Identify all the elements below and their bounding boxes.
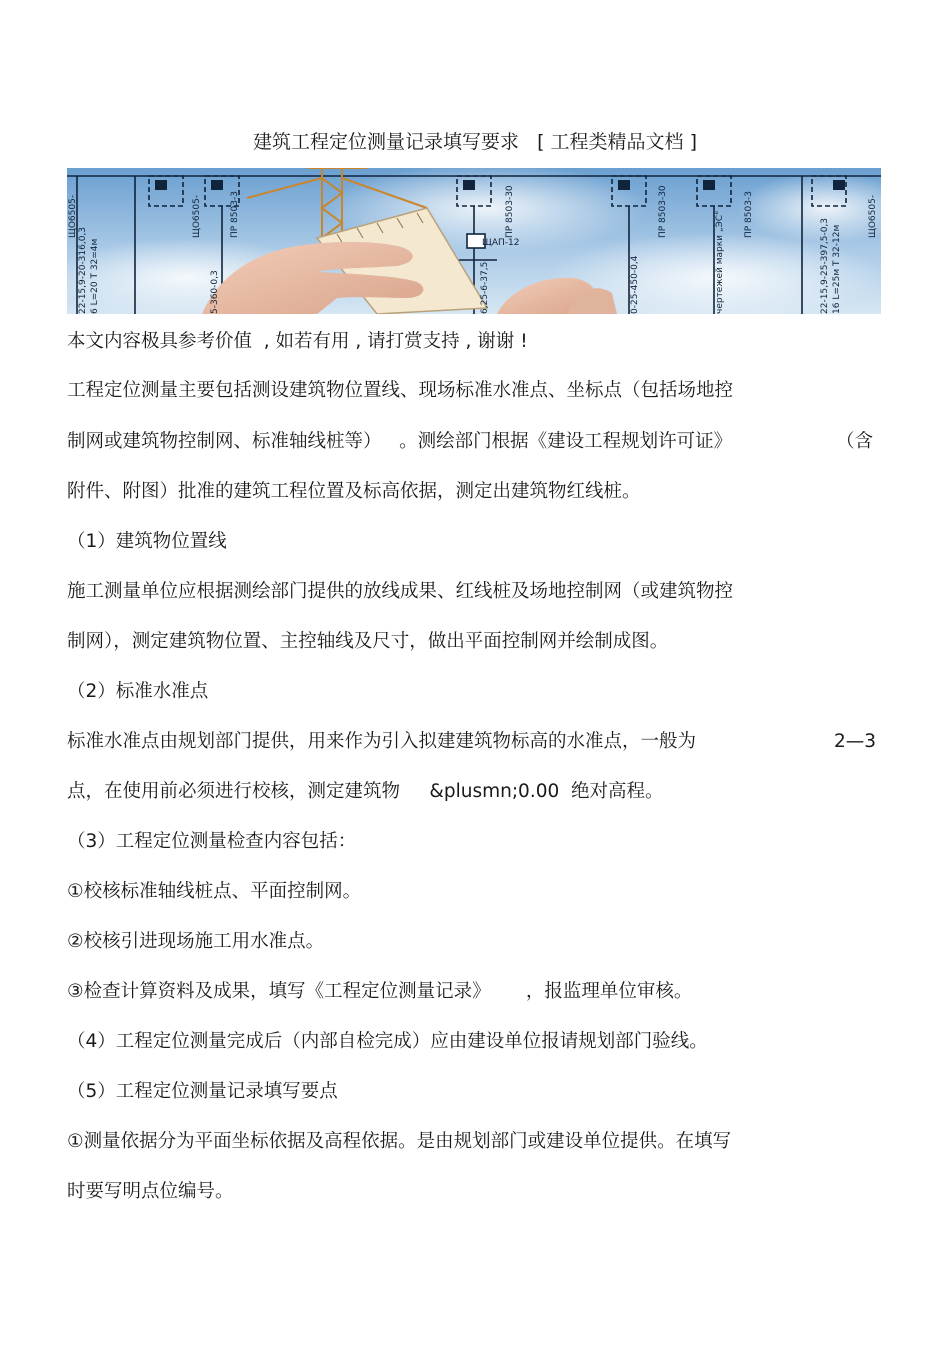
section-heading: （2）标准水准点 — [67, 681, 209, 702]
banner-label: ПР 8503-3 — [230, 191, 240, 238]
paragraph-line: 工程定位测量主要包括测设建筑物位置线、现场标准水准点、坐标点（包括场地控 — [67, 380, 734, 401]
banner-label: 6 L=20 Т 32=4м — [90, 238, 100, 314]
banner-label: 16 L=25м Т 32-12м — [832, 224, 842, 314]
banner-label: 0-25-450-0,4 — [630, 255, 640, 314]
list-item: ①测量依据分为平面坐标依据及高程依据。是由规划部门或建设单位提供。在填写 — [67, 1131, 732, 1152]
paragraph-line: 标准水准点由规划部门提供，用来作为引入拟建建筑物标高的水准点，一般为 — [67, 731, 697, 752]
paragraph-line: 施工测量单位应根据测绘部门提供的放线成果、红线桩及场地控制网（或建筑物控 — [67, 581, 734, 602]
banner-label: 22-15,9-25-397,5-0,3 — [820, 217, 830, 314]
paragraph-line: 附件、附图）批准的建筑工程位置及标高依据，测定出建筑物红线桩。 — [67, 481, 641, 502]
banner-label: ЩО6505- — [68, 194, 78, 238]
banner-label: ЩАП-12 — [482, 238, 520, 248]
section-heading: （3）工程定位测量检查内容包括： — [67, 831, 357, 852]
banner-label: ПР 8503-3 — [744, 191, 754, 238]
notice-line: 本文内容极具参考价值 , 如若有用 , 请打赏支持 , 谢谢 ! — [67, 331, 528, 352]
list-item: ①校核标准轴线桩点、平面控制网。 — [67, 881, 362, 902]
banner-label: чертежей марки „ЭС" — [715, 210, 725, 314]
list-item: ②校核引进现场施工用水准点。 — [67, 931, 325, 952]
paragraph-line: 点，在使用前必须进行校核，测定建筑物 &plusmn;0.00 绝对高程。 — [67, 781, 664, 802]
document-title: 建筑工程定位测量记录填写要求 [ 工程类精品文档 ] — [252, 131, 698, 153]
section-heading: （4）工程定位测量完成后（内部自检完成）应由建设单位报请规划部门验线。 — [67, 1031, 708, 1052]
banner-label: 22-15,9-20-316,0,3 — [78, 226, 88, 314]
banner-label: ЩО6505- — [192, 194, 202, 238]
banner-label: ПР 8503-30 — [658, 185, 668, 238]
banner-label: ЩО6505- — [868, 194, 878, 238]
section-heading: （1）建筑物位置线 — [67, 531, 227, 552]
banner-label: 6,25-6-37,5 — [480, 261, 490, 314]
paragraph-line: 时要写明点位编号。 — [67, 1181, 234, 1202]
paragraph-line-tail: 2—3 — [834, 731, 877, 752]
section-heading: （5）工程定位测量记录填写要点 — [67, 1081, 338, 1102]
paragraph-line-tail: （含 — [836, 431, 874, 452]
paragraph-line: 制网或建筑物控制网、标准轴线桩等） 。测绘部门根据《建设工程规划许可证》 — [67, 431, 733, 452]
paragraph-line: 制网），测定建筑物位置、主控轴线及尺寸，做出平面控制网并绘制成图。 — [67, 631, 669, 652]
list-item: ③检查计算资料及成果，填写《工程定位测量记录》 ，报监理单位审核。 — [67, 981, 693, 1002]
banner-label: 5-360-0,3 — [210, 270, 220, 314]
banner-label: ПР 8503-30 — [505, 185, 515, 238]
banner-image — [67, 168, 881, 314]
